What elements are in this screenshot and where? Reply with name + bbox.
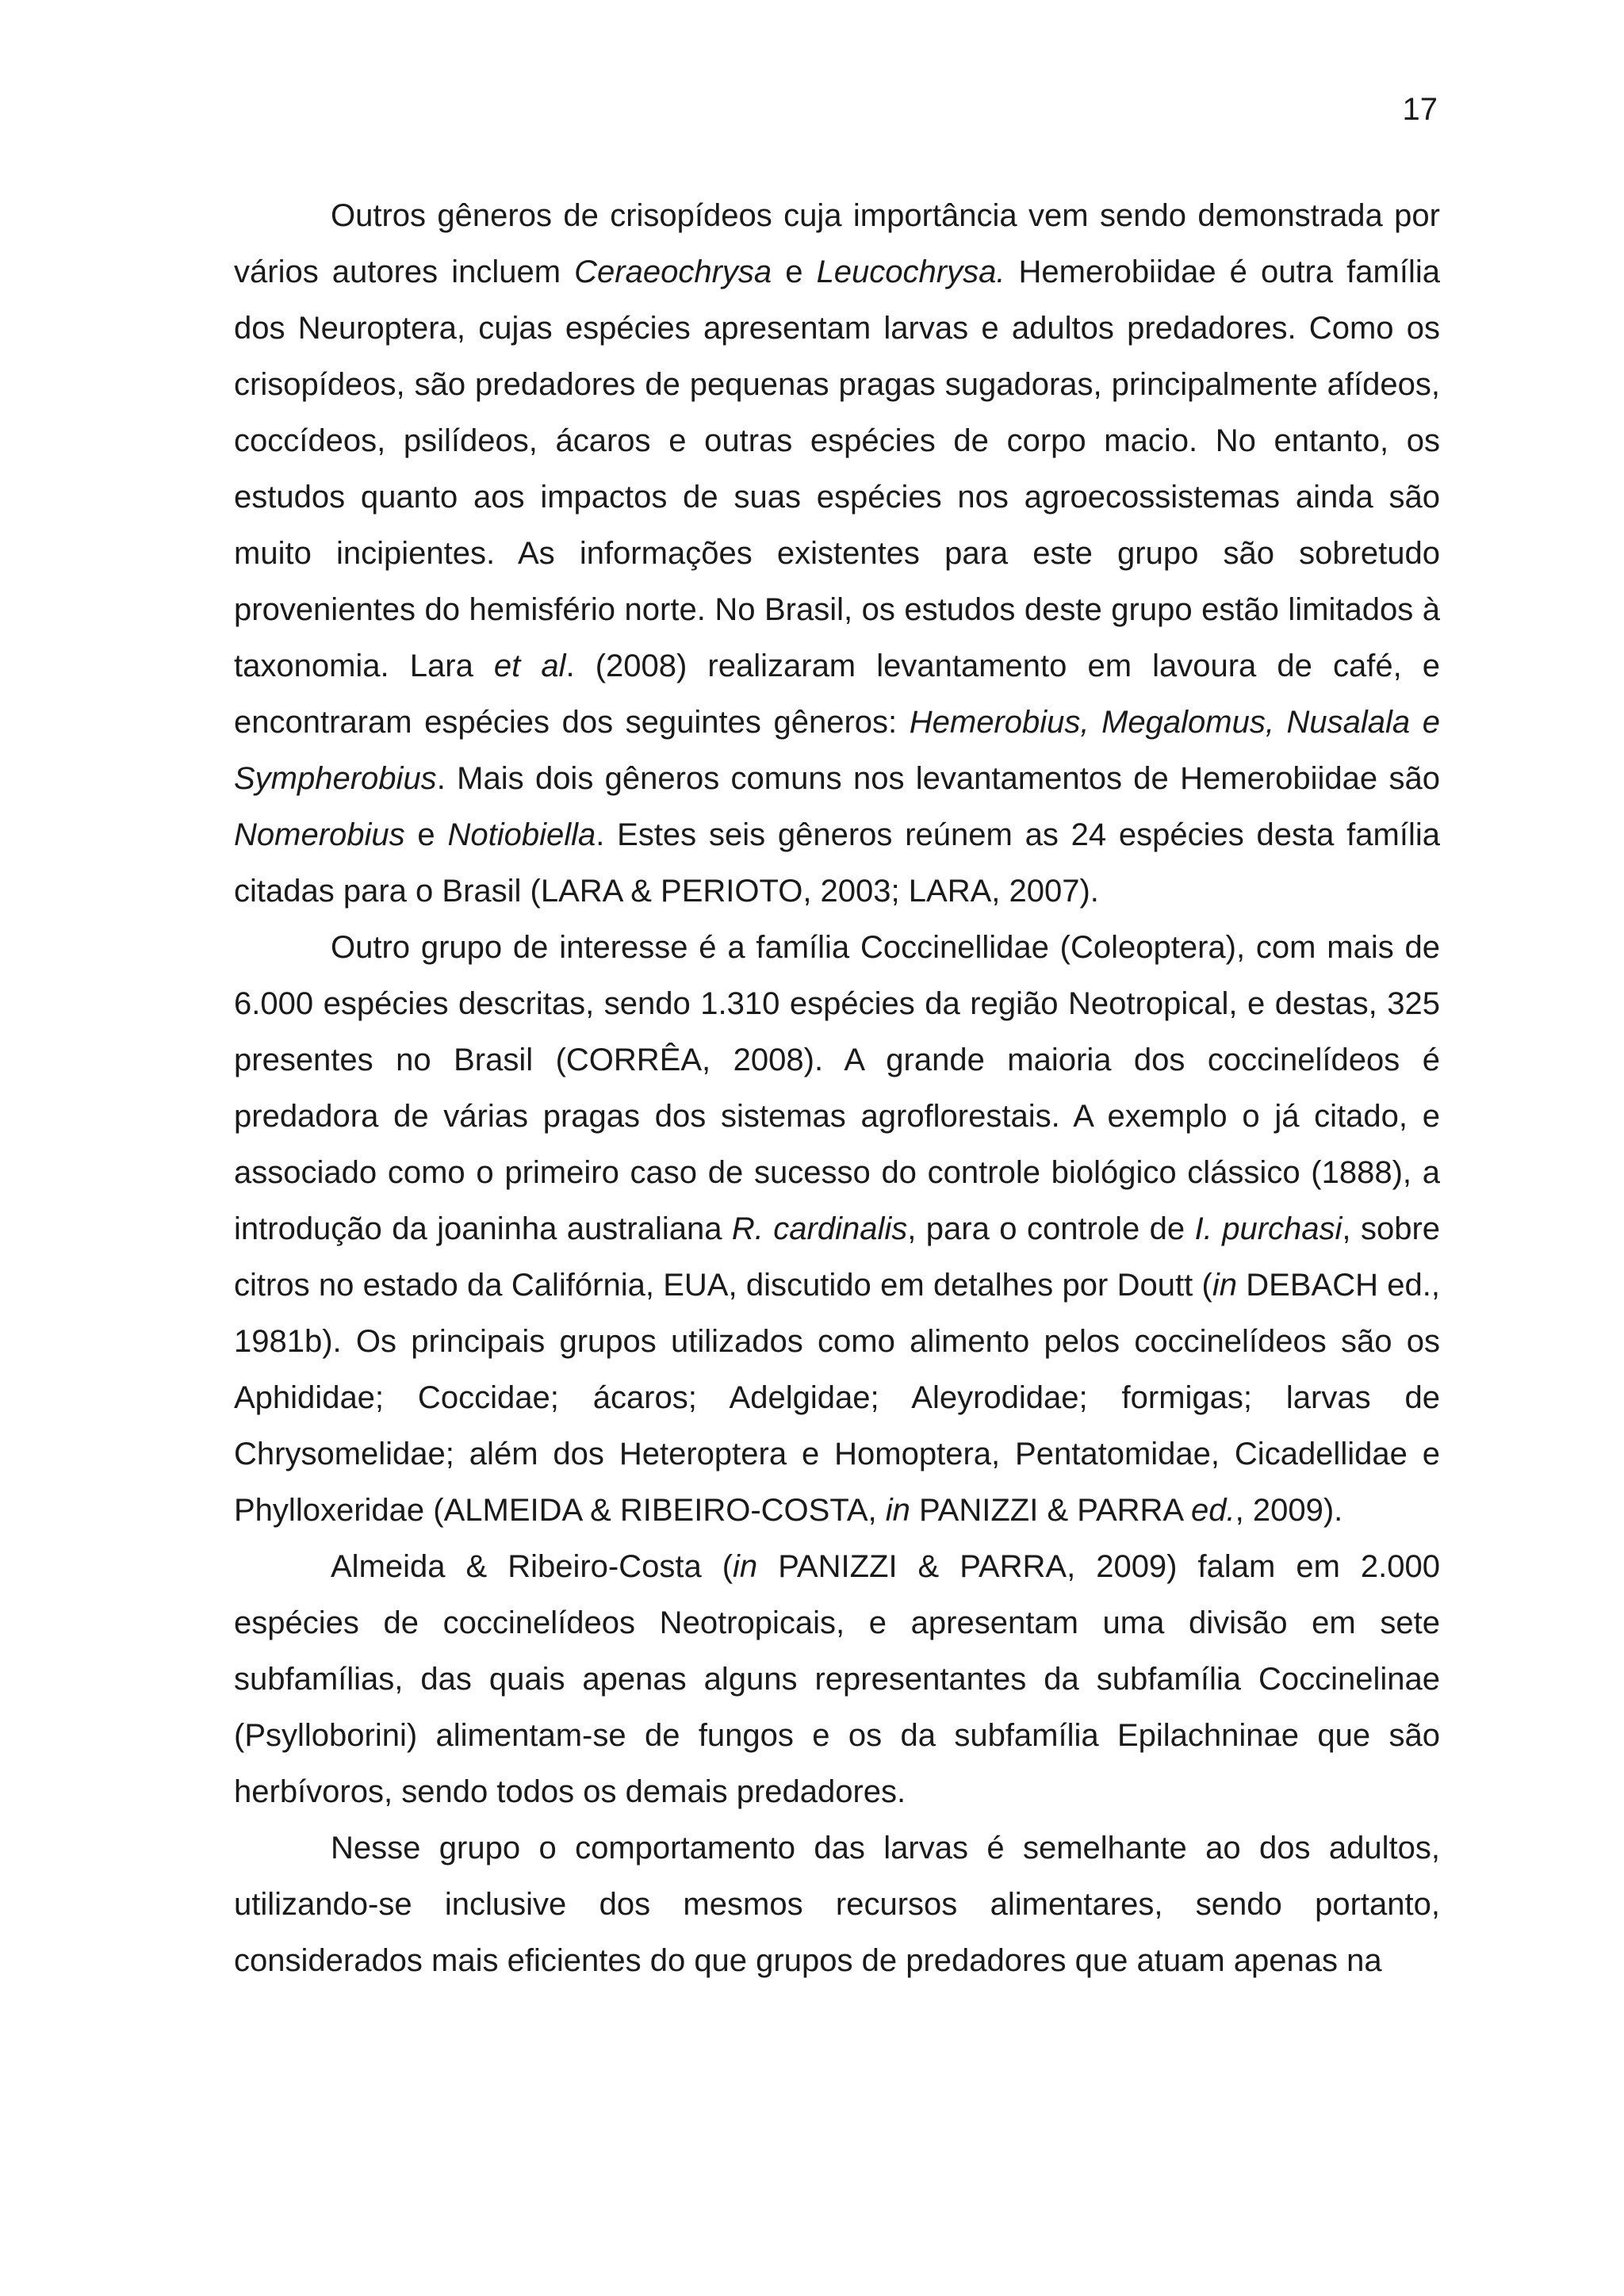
page-number: 17 [1402, 92, 1438, 127]
text-run: Nesse grupo o comportamento das larvas é semelhante ao dos adultos, utilizando-se inclusive dos mesmos recursos alimentares, sendo portanto, considerados mais eficientes do que grupos de predadores que atuam apenas na [234, 1831, 1440, 1978]
text-run: e [772, 254, 817, 289]
paragraph-larval-behavior [234, 1820, 1440, 1989]
text-run: Outro grupo de interesse é a família Coccinellidae (Coleoptera), com mais de 6.000 espécies descritas, sendo 1.310 espécies da região Neotropical, e destas, 325 presentes no Brasil (CORRÊA, 2008). A grande maioria dos coccinelídeos é predadora de várias pragas dos sistemas agroflorestais. A exemplo o já citado, e associado como o primeiro caso de sucesso do controle biológico clássico (1888), a introdução da joaninha australiana [234, 930, 1440, 1246]
italic-term: I. purchasi [1194, 1211, 1342, 1246]
italic-term: Notiobiella [447, 817, 596, 852]
text-run: . Estes seis gêneros reúnem as 24 espécies desta família citadas para o Brasil (LARA & PERIOTO, 2003; LARA, 2007). [234, 817, 1440, 909]
italic-term: Leucochrysa. [816, 254, 1005, 289]
text-run: , para o controle de [907, 1211, 1195, 1246]
text-run: . (2008) realizaram levantamento em lavoura de café, e encontraram espécies dos seguintes gêneros: [234, 649, 1441, 740]
text-run: . Mais dois gêneros comuns nos levantamentos de Hemerobiidae são [436, 761, 1440, 796]
paragraph-neuroptera [234, 188, 1440, 920]
text-run: DEBACH ed., 1981b). Os principais grupos utilizados como alimento pelos coccinelídeos são os Aphididae; Coccidae; ácaros; Adelgidae; Aleyrodidae; formigas; larvas de Chrysomelidae; além dos Heteroptera e Homoptera, Pentatomidae, Cicadellidae e Phylloxeridae (ALMEIDA & RIBEIRO-COSTA, [234, 1268, 1440, 1528]
paragraph-subfamilies [234, 1539, 1440, 1820]
italic-term: et al [493, 649, 566, 683]
italic-term: Nomerobius [234, 817, 405, 852]
italic-term: in [733, 1549, 758, 1584]
text-run: PANIZZI & PARRA, 2009) falam em 2.000 espécies de coccinelídeos Neotropicais, e apresentam uma divisão em sete subfamílias, das quais apenas alguns representantes da subfamília Coccinelinae (Psylloborini) alimentam-se de fungos e os da subfamília Epilachninae que são herbívoros, sendo todos os demais predadores. [234, 1549, 1440, 1809]
text-run: Outros gêneros de crisopídeos cuja importância vem sendo demonstrada por vários autores incluem [234, 198, 1440, 289]
italic-term: in [885, 1493, 910, 1528]
text-run: , 2009). [1235, 1493, 1343, 1528]
italic-term: in [1212, 1268, 1237, 1303]
text-run: PANIZZI & PARRA [910, 1493, 1191, 1528]
italic-term: Hemerobius, Megalomus, Nusalala e Sympherobius [234, 705, 1441, 796]
italic-term: ed. [1191, 1493, 1235, 1528]
italic-term: Ceraeochrysa [574, 254, 772, 289]
body-text [234, 188, 1440, 1989]
text-run: e [404, 817, 448, 852]
text-run: , sobre citros no estado da Califórnia, EUA, discutido em detalhes por Doutt ( [234, 1211, 1441, 1303]
paragraph-coccinellidae [234, 920, 1440, 1539]
italic-term: R. cardinalis [731, 1211, 908, 1246]
text-run: Hemerobiidae é outra família dos Neuroptera, cujas espécies apresentam larvas e adultos predadores. Como os crisopídeos, são predadores de pequenas pragas sugadoras, principalmente afídeos, coccídeos, psilídeos, ácaros e outras espécies de corpo macio. No entanto, os estudos quanto aos impactos de suas espécies nos agroecossistemas ainda são muito incipientes. As informações existentes para este grupo são sobretudo provenientes do hemisfério norte. No Brasil, os estudos deste grupo estão limitados à taxonomia. Lara [234, 254, 1440, 683]
text-run: Almeida & Ribeiro-Costa ( [331, 1549, 733, 1584]
